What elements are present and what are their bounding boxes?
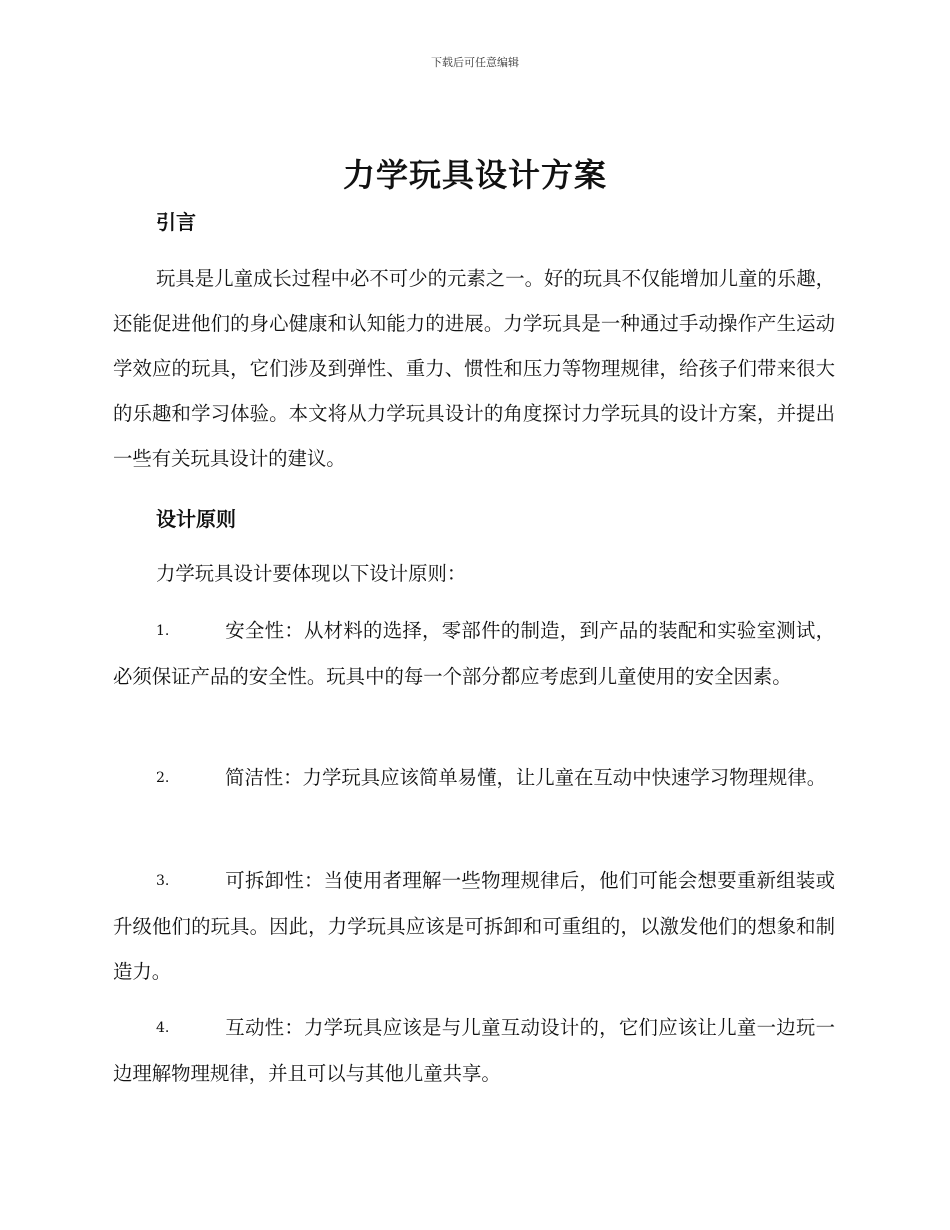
principles-intro-paragraph: 力学玩具设计要体现以下设计原则：: [156, 562, 467, 585]
section-heading-intro: 引言: [156, 210, 196, 234]
section-heading-principles: 设计原则: [156, 507, 236, 531]
principle-item: [113, 858, 835, 994]
principle-item: [113, 608, 835, 699]
principle-item: [113, 1005, 835, 1096]
list-item-text: 简洁性：力学玩具应该简单易懂，让儿童在互动中快速学习物理规律。: [225, 766, 827, 789]
principle-item: [113, 755, 835, 801]
list-item-number: 3.: [156, 873, 170, 889]
list-item-text: 安全性：从材料的选择，零部件的制造，到产品的装配和实验室测试，必须保证产品的安全性。玩具中的每一个部分都应考虑到儿童使用的安全因素。: [113, 619, 835, 688]
list-item-text: 可拆卸性：当使用者理解一些物理规律后，他们可能会想要重新组装或升级他们的玩具。因此，力学玩具应该是可拆卸和可重组的，以激发他们的想象和制造力。: [113, 869, 835, 983]
intro-paragraph: 玩具是儿童成长过程中必不可少的元素之一。好的玩具不仅能增加儿童的乐趣，还能促进他们的身心健康和认知能力的进展。力学玩具是一种通过手动操作产生运动学效应的玩具，它们涉及到弹性、重力、惯性和压力等物理规律，给孩子们带来很大的乐趣和学习体验。本文将从力学玩具设计的角度探讨力学玩具的设计方案，并提出一些有关玩具设计的建议。: [113, 267, 835, 470]
list-item-number: 4.: [156, 1020, 170, 1036]
list-item-number: 2.: [156, 770, 170, 786]
list-item-text: 互动性：力学玩具应该是与儿童互动设计的，它们应该让儿童一边玩一边理解物理规律，并且可以与其他儿童共享。: [113, 1016, 835, 1085]
document-title: 力学玩具设计方案: [342, 156, 607, 194]
list-item-number: 1.: [156, 623, 170, 639]
page-header-note: 下载后可任意编辑: [431, 56, 519, 69]
